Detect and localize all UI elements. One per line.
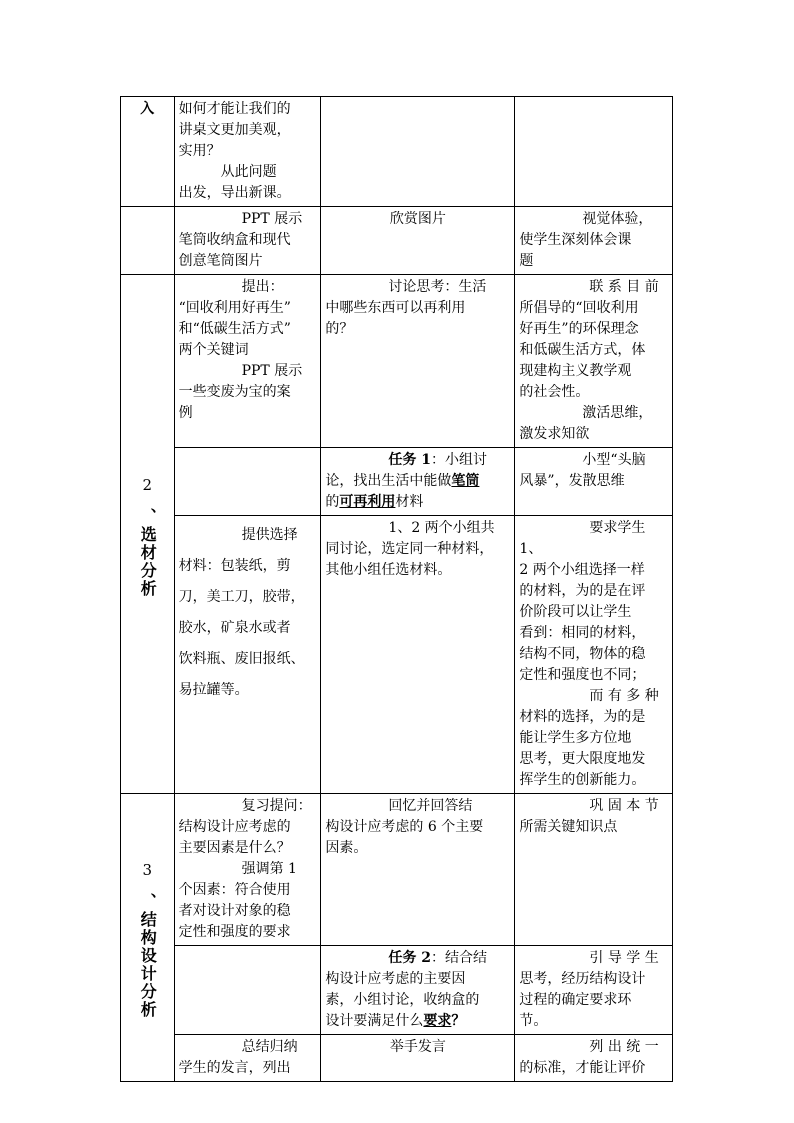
text-line: 的材料，为的是在评: [519, 583, 646, 599]
intent-cell: [515, 1035, 673, 1082]
text-line: 胶水，矿泉水或者: [178, 620, 291, 636]
task-line: [325, 492, 510, 513]
text-line: 激发求知欲: [519, 426, 590, 442]
teacher-cell: [174, 207, 321, 275]
text-line: 的标准，才能让评价: [519, 1060, 646, 1076]
text-line: 结构不同，物体的稳: [519, 646, 646, 662]
task-label: 任务 1: [388, 452, 432, 468]
text-line: 学生的发言，列出: [178, 1060, 291, 1076]
text-line: 而 有 多 种: [589, 688, 659, 704]
stage-title: 、选材分析: [138, 507, 158, 598]
teacher-cell: [174, 1035, 321, 1082]
intent-cell: [515, 207, 673, 275]
task-line: 素，小组讨论，收纳盒的: [325, 992, 480, 1008]
text-line: 强调第 1: [241, 861, 297, 877]
text-line: PPT 展示: [241, 211, 303, 227]
text-line: 所倡导的“回收利用: [519, 300, 639, 316]
text-line: 从此问题: [220, 164, 277, 180]
task-text: ？: [451, 1013, 466, 1029]
stage-number: 3: [142, 861, 153, 879]
text-line: 饮料瓶、废旧报纸、: [178, 651, 305, 667]
task-text: ：结合结: [431, 950, 488, 966]
text-line: 过程的确定要求环: [519, 992, 632, 1008]
text-line: 联 系 目 前: [589, 279, 659, 295]
task-emphasis: 笔筒: [451, 473, 480, 489]
stage-number: 2: [142, 475, 153, 494]
text-line: PPT 展示: [241, 363, 303, 379]
text-line: 风暴”，发散思维: [519, 473, 625, 489]
stage-title: 入: [140, 101, 155, 117]
text-line: 2 两个小组选择一样: [519, 562, 645, 578]
text-line: 提出：: [241, 279, 284, 295]
task-line: [325, 450, 510, 471]
text-line: 视觉体验，: [582, 211, 653, 227]
text-line: 1、2 两个小组共: [388, 520, 495, 536]
intent-cell: [515, 448, 673, 516]
table-row: [121, 207, 673, 275]
teacher-cell: [174, 275, 321, 448]
task-line: [325, 1011, 510, 1032]
text-line: 现建构主义教学观: [519, 363, 632, 379]
table-row: [121, 448, 673, 516]
text-line: 激活思维，: [582, 405, 653, 421]
text-line: 要求学生 1、: [519, 520, 646, 557]
task-emphasis: 要求: [423, 1013, 452, 1029]
text-line: 和低碳生活方式，体: [519, 342, 646, 358]
stage-cell: [121, 794, 175, 1082]
text-line: 能让学生多方位地: [519, 730, 632, 746]
text-line: 讲桌文更加美观，: [178, 122, 291, 138]
text-line: 看到：相同的材料，: [519, 625, 646, 641]
text-line: 思考，经历结构设计: [519, 971, 646, 987]
task-line: 构设计应考虑的主要因: [325, 971, 466, 987]
text-line: 思考，更大限度地发: [519, 751, 646, 767]
text-line: 讨论思考：生活: [388, 279, 487, 295]
text-line: 材料的选择，为的是: [519, 709, 646, 725]
text-line: 主要因素是什么？: [178, 840, 291, 856]
text-line: “回收利用好再生”: [178, 300, 291, 316]
text-line: 节。: [519, 1013, 548, 1029]
text-line: 好再生”的环保理念: [519, 321, 639, 337]
text-line: 中哪些东西可以再利用: [325, 300, 466, 316]
text-line: 其他小组任选材料。: [325, 562, 452, 578]
stage-title: 、结构设计分析: [138, 893, 158, 1019]
text-line: 例: [178, 405, 193, 421]
teacher-cell: [174, 794, 321, 946]
student-cell: [321, 207, 515, 275]
text-line: 使学生深刻体会课: [519, 232, 632, 248]
text-line: 的社会性。: [519, 384, 590, 400]
text-line: 小型“头脑: [582, 452, 646, 468]
stage-cell: [121, 97, 175, 207]
teacher-cell: [174, 448, 321, 516]
text-line: 提供选择: [241, 527, 298, 543]
task-text: 材料: [395, 494, 424, 510]
text-line: 实用？: [178, 143, 221, 159]
text-line: 的？: [325, 321, 354, 337]
text-line: 一些变废为宝的案: [178, 384, 291, 400]
student-cell: [321, 1035, 515, 1082]
student-cell: [321, 275, 515, 448]
text-line: 定性和强度也不同；: [519, 667, 646, 683]
text-line: 两个关键词: [178, 342, 249, 358]
table-row: [121, 946, 673, 1035]
text-line: 材料：包装纸，剪: [178, 558, 291, 574]
text-line: 挥学生的创新能力。: [519, 772, 646, 788]
table-row: [121, 275, 673, 448]
text-line: 引 导 学 生: [589, 950, 659, 966]
text-line: 价阶段可以让学生: [519, 604, 632, 620]
task-text: 论，找出生活中能做: [325, 473, 452, 489]
text-line: 个因素：符合使用: [178, 882, 291, 898]
table-row: [121, 1035, 673, 1082]
student-cell: [321, 516, 515, 794]
task-line: [325, 948, 510, 969]
teacher-cell: [174, 97, 321, 207]
intent-cell: [515, 516, 673, 794]
stage-cell: [121, 275, 175, 794]
text-line: 如何才能让我们的: [178, 101, 291, 117]
student-cell: [321, 946, 515, 1035]
stage-cell: [121, 207, 175, 275]
text-line: 定性和强度的要求: [178, 924, 291, 940]
text-line: 复习提问：: [241, 798, 312, 814]
text-line: 同讨论，选定同一种材料，: [325, 541, 494, 557]
lesson-plan-table: [120, 96, 673, 1082]
student-cell: [321, 448, 515, 516]
task-text: 的: [325, 494, 340, 510]
text-line: 出发，导出新课。: [178, 185, 291, 201]
intent-cell: [515, 946, 673, 1035]
table-row: [121, 97, 673, 207]
text-line: 创意笔筒图片: [178, 253, 263, 269]
table-row: [121, 794, 673, 946]
text-line: 欣赏图片: [389, 211, 446, 227]
task-line: [325, 471, 510, 492]
text-line: 回忆并回答结: [388, 798, 473, 814]
text-line: 刀，美工刀，胶带，: [178, 589, 305, 605]
text-line: 所需关键知识点: [519, 819, 618, 835]
text-line: 者对设计对象的稳: [178, 903, 291, 919]
text-line: 易拉罐等。: [178, 682, 249, 698]
teacher-cell: [174, 946, 321, 1035]
student-cell: [321, 794, 515, 946]
student-cell: [321, 97, 515, 207]
task-emphasis: 可再利用: [339, 494, 396, 510]
text-line: 列 出 统 一: [589, 1039, 659, 1055]
text-line: 巩 固 本 节: [589, 798, 659, 814]
text-line: 结构设计应考虑的: [178, 819, 291, 835]
teacher-cell: [174, 516, 321, 794]
text-line: 和“低碳生活方式”: [178, 321, 291, 337]
text-line: 举手发言: [389, 1039, 446, 1055]
text-line: 因素。: [325, 840, 368, 856]
text-line: 构设计应考虑的 6 个主要: [325, 819, 484, 835]
text-line: 题: [519, 253, 534, 269]
intent-cell: [515, 794, 673, 946]
text-line: 笔筒收纳盒和现代: [178, 232, 291, 248]
task-text: 设计要满足什么: [325, 1013, 424, 1029]
intent-cell: [515, 275, 673, 448]
task-label: 任务 2: [388, 950, 432, 966]
intent-cell: [515, 97, 673, 207]
text-line: 总结归纳: [241, 1039, 298, 1055]
task-text: ：小组讨: [431, 452, 488, 468]
table-row: [121, 516, 673, 794]
